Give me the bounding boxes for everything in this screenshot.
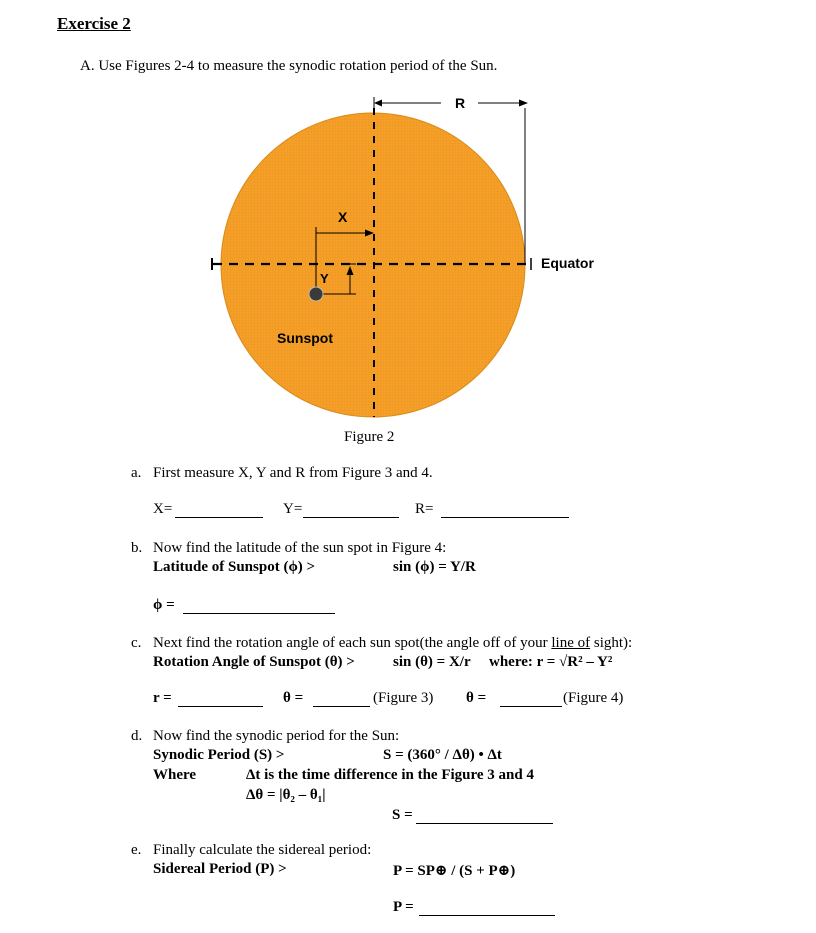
r-answer-blank[interactable] [441,503,569,518]
figure-4-ref: (Figure 4) [563,690,624,706]
item-e-text: Finally calculate the sidereal period: [153,842,372,858]
delta-theta-formula: Δθ = |θ₂ – θ₁| [246,787,326,803]
sunspot-label: Sunspot [277,330,333,346]
sunspot-dot [309,287,323,301]
item-a-marker: a. [131,465,142,481]
y-answer-blank[interactable] [303,503,399,518]
item-c-text [153,635,632,652]
figure-2 [0,0,816,460]
r-arrow-head-right [519,100,528,107]
s-field-label: S = [392,807,413,823]
item-b-text: Now find the latitude of the sun spot in Figure 4: [153,540,447,556]
s-answer-blank[interactable] [416,809,553,824]
item-c-text-after: sight): [590,635,633,651]
where-label: Where [153,767,197,783]
sidereal-formula-label: Sidereal Period (P) > [153,861,287,877]
latitude-formula-label: Latitude of Sunspot (ϕ) > [153,559,316,575]
item-c-text-underlined: line of [551,635,591,651]
theta-fig3-answer-blank[interactable] [313,692,370,707]
rotation-formula-where: where: r = √R² – Y² [489,654,613,670]
r-field-label: R= [415,501,434,517]
item-d-marker: d. [131,728,143,744]
item-e-marker: e. [131,842,142,858]
p-answer-blank[interactable] [419,901,555,916]
r-small-answer-blank[interactable] [178,692,263,707]
rotation-formula-label: Rotation Angle of Sunspot (θ) > [153,654,355,670]
theta-fig4-field-label: θ = [466,690,487,706]
theta-fig3-field-label: θ = [283,690,304,706]
p-field-label: P = [393,899,414,915]
r-small-field-label: r = [153,690,172,706]
figure-3-ref: (Figure 3) [373,690,434,706]
item-b-marker: b. [131,540,143,556]
equator-label: Equator [541,255,594,271]
y-field-label: Y= [283,501,303,517]
item-a-text: First measure X, Y and R from Figure 3 and 4. [153,465,433,481]
exercise-title: Exercise 2 [57,14,131,33]
latitude-formula: sin (ϕ) = Y/R [393,559,476,575]
x-answer-blank[interactable] [175,503,263,518]
item-c-text-before: Next find the rotation angle of each sun spot(the angle off of your [153,635,552,651]
rotation-formula: sin (θ) = X/r [393,654,471,670]
figure-caption: Figure 2 [344,429,395,445]
x-field-label: X= [153,501,173,517]
phi-field-label: ϕ = [153,597,175,613]
item-d-text: Now find the synodic period for the Sun: [153,728,400,744]
r-label: R [455,95,466,111]
delta-t-description: Δt is the time difference in the Figure 3 and 4 [246,767,534,783]
sidereal-formula: P = SP⊕ / (S + P⊕) [393,863,516,879]
synodic-formula: S = (360° / Δθ) • Δt [383,747,502,763]
part-a-instruction: A. Use Figures 2-4 to measure the synodic rotation period of the Sun. [80,58,498,74]
synodic-formula-label: Synodic Period (S) > [153,747,285,763]
y-label: Y [320,271,329,286]
r-arrow-head-left [374,100,382,107]
phi-answer-blank[interactable] [183,599,335,614]
x-label: X [338,209,348,225]
theta-fig4-answer-blank[interactable] [500,692,562,707]
item-c-marker: c. [131,635,142,651]
